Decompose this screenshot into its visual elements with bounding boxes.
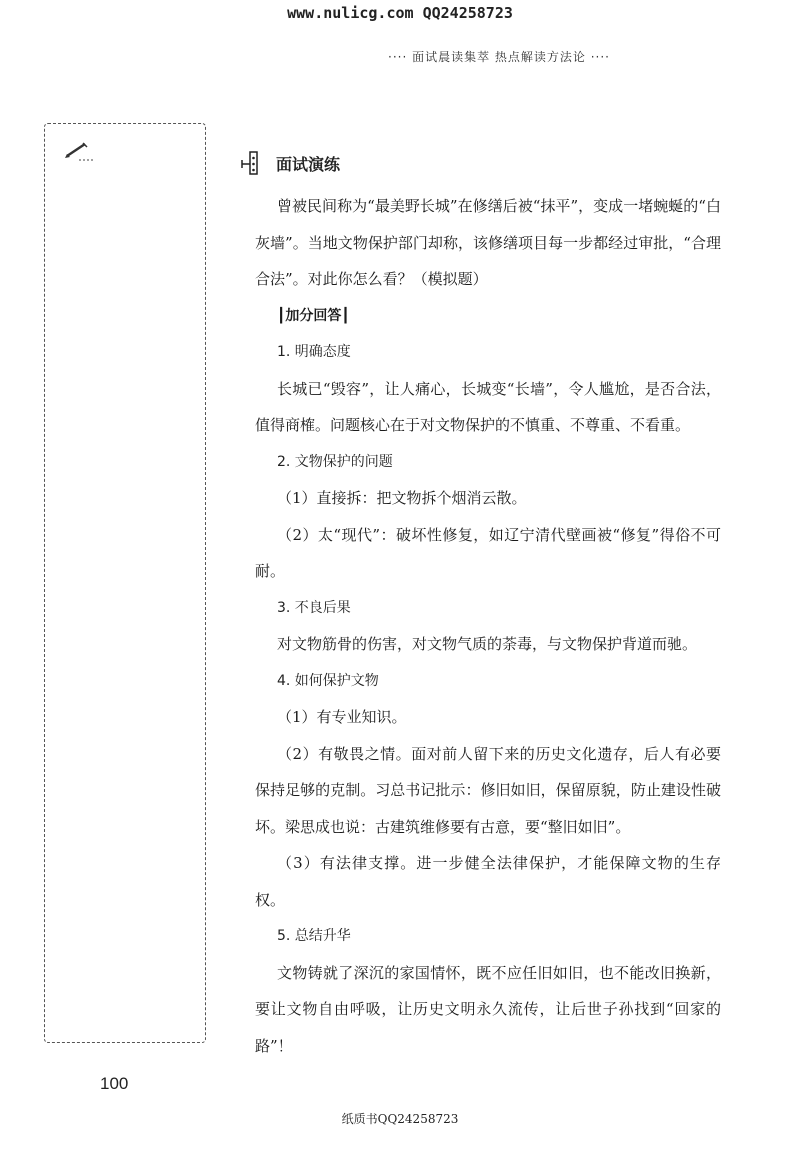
page-number: 100 [100,1074,129,1093]
answer-heading: 1. 明确态度 [277,344,351,360]
answer-heading: 3. 不良后果 [277,599,351,616]
answer-list [255,334,721,1064]
question-paragraph: 曾被民间称为“最美野长城”在修缮后被“抹平”，变成一堵蜿蜒的“白灰墙”。当地文物保护部门却称，该修缮项目每一步都经过审批，“合理合法”。对此你怎么看？（模拟题） [255,197,721,288]
answer-heading: 5. 总结升华 [277,928,351,944]
watermark-top: www.nulicg.com QQ24258723 [287,4,513,22]
answer-paragraph: （3）有法律支撑。进一步健全法律保护，才能保障文物的生存权。 [255,854,721,909]
answer-paragraph: 长城已“毁容”，让人痛心，长城变“长墙”，令人尴尬，是否合法，值得商榷。问题核心在于对文物保护的不慎重、不尊重、不看重。 [255,379,721,434]
pencil-note-icon [63,140,97,166]
running-header: ···· 面试晨读集萃 热点解读方法论 ···· [388,50,610,64]
notes-margin-box [44,123,206,1043]
watermark-bottom: 纸质书QQ24258723 [341,1112,459,1126]
answer-label: ┃加分回答┃ [277,307,350,324]
answer-paragraph: 对文物筋骨的伤害，对文物气质的荼毒，与文物保护背道而驰。 [277,635,698,653]
answer-heading: 2. 文物保护的问题 [277,453,393,470]
answer-paragraph: （2）有敬畏之情。面对前人留下来的历史文化遗存，后人有必要保持足够的克制。习总书记批示：修旧如旧，保留原貌，防止建设性破坏。梁思成也说：古建筑维修要有古意，要“整旧如旧”。 [255,744,721,836]
section-title [240,150,340,176]
answer-paragraph: （1）直接拆：把文物拆个烟消云散。 [277,489,527,507]
article-content [255,188,721,1064]
answer-heading: 4. 如何保护文物 [277,672,379,689]
interview-practice-icon [240,150,266,176]
section-title-text: 面试演练 [276,154,341,174]
answer-paragraph: （1）有专业知识。 [277,708,407,726]
answer-paragraph: 文物铸就了深沉的家国情怀，既不应任旧如旧，也不能改旧换新，要让文物自由呼吸，让历史文明永久流传，让后世子孙找到“回家的路”！ [255,963,721,1055]
answer-paragraph: （2）太“现代”：破坏性修复，如辽宁清代壁画被“修复”得俗不可耐。 [255,525,721,580]
